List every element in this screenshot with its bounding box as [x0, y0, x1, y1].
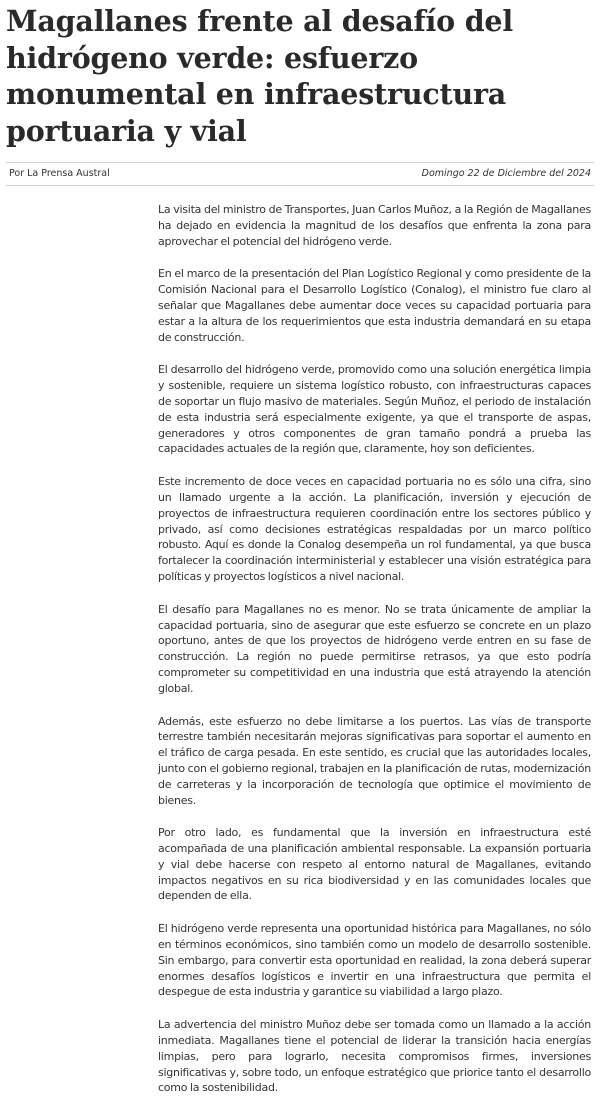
- article-paragraph: Además, este esfuerzo no debe limitarse a los puertos. Las vías de transporte terrestre también necesitarán mejoras significativas para soportar el aumento en el tráfico de carga pesada. En este sentido, es crucial que las autoridades locales, junto con el gobierno regional, trabajen en la planificación de rutas, modernización de carreteras y la incorporación de tecnología que optimice el movimiento de bienes.: [158, 714, 591, 807]
- article-paragraph: En el marco de la presentación del Plan Logístico Regional y como presidente de la Comisión Nacional para el Desarrollo Logístico (Conalog), el ministro fue claro al señalar que Magallanes debe aumentar doce veces su capacidad portuaria para estar a la altura de los requerimientos que esta industria demandará en su etapa de construcción.: [158, 267, 591, 344]
- article-paragraph: Por otro lado, es fundamental que la inversión en infraestructura esté acompañada de una planificación ambiental responsable. La expansión portuaria y vial debe hacerse con respeto al entorno natural de Magallanes, evitando impactos negativos en su rica biodiversidad y en las comunidades locales que dependen de ella.: [158, 826, 591, 903]
- article-body: [158, 202, 591, 1113]
- article-paragraph: La visita del ministro de Transportes, Juan Carlos Muñoz, a la Región de Magallanes ha dejado en evidencia la magnitud de los desafíos que enfrenta la zona para aprovechar el potencial del hidrógeno verde.: [158, 203, 591, 248]
- article-paragraph: El desafío para Magallanes no es menor. No se trata únicamente de ampliar la capacidad portuaria, sino de asegurar que este esfuerzo se concrete en un plazo oportuno, antes de que los proyectos de hidrógeno verde entren en su fase de construcción. La región no puede permitirse retrasos, ya que esto podría comprometer su competitividad en una industria que está atrayendo la atención global.: [158, 602, 591, 695]
- article-paragraph: El hidrógeno verde representa una oportunidad histórica para Magallanes, no sólo en términos económicos, sino también como un modelo de desarrollo sostenible. Sin embargo, para convertir esta oportunidad en realidad, la zona deberá superar enormes desafíos logísticos e invertir en una infraestructura que permita el despegue de esta industria y garantice su viabilidad a largo plazo.: [158, 922, 591, 999]
- byline-bar: [6, 162, 594, 186]
- article-paragraph: La advertencia del ministro Muñoz debe ser tomada como un llamado a la acción inmediata. Magallanes tiene el potencial de liderar la transición hacia energías limpias, pero para lograrlo, necesita compromisos firmes, inversiones significativas y, sobre todo, un enfoque estratégico que priorice tanto el desarrollo como la sostenibilidad.: [158, 1018, 591, 1095]
- article-paragraph: Este incremento de doce veces en capacidad portuaria no es sólo una cifra, sino un llamado urgente a la acción. La planificación, inversión y ejecución de proyectos de infraestructura requieren coordinación entre los sectores público y privado, así como decisiones estratégicas respaldadas por un marco político robusto. Aquí es donde la Conalog desempeña un rol fundamental, ya que busca fortalecer la coordinación interministerial y establecer una visión estratégica para políticas y proyectos logísticos a nivel nacional.: [158, 475, 591, 583]
- article-headline: Magallanes frente al desafío del hidrógeno verde: esfuerzo monumental en infraestructura portuaria y vial: [6, 4, 513, 148]
- publication-date: Domingo 22 de Diciembre del 2024: [421, 168, 591, 179]
- article-paragraph: El desarrollo del hidrógeno verde, promovido como una solución energética limpia y sostenible, requiere un sistema logístico robusto, con infraestructuras capaces de soportar un flujo masivo de materiales. Según Muñoz, el periodo de instalación de esta industria será especialmente exigente, ya que el transporte de aspas, generadores y otros componentes de gran tamaño pondrá a prueba las capacidades actuales de la región que, claramente, hoy son deficientes.: [158, 363, 591, 456]
- byline-author: Por La Prensa Austral: [9, 168, 110, 179]
